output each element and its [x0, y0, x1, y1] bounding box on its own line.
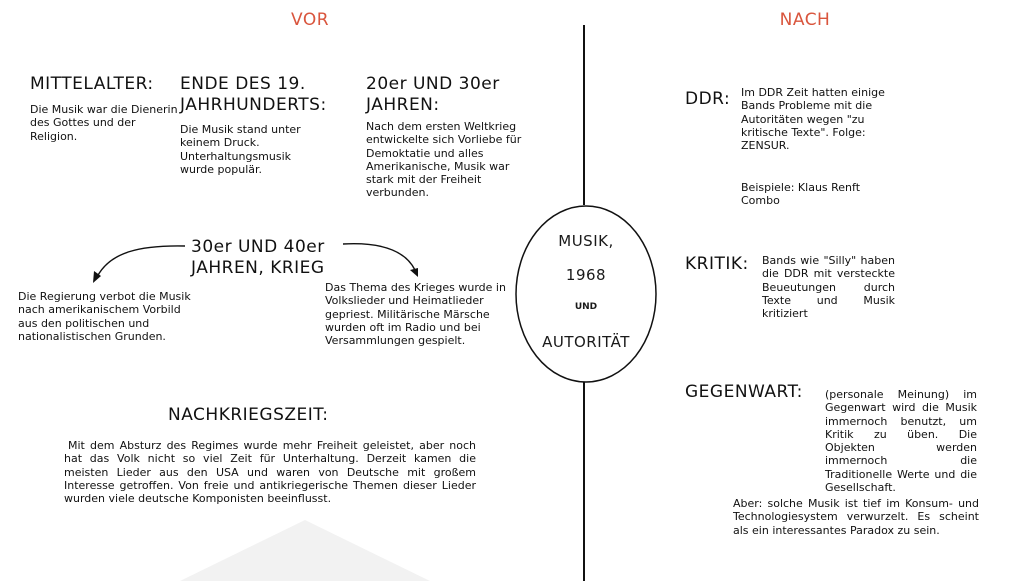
nachkrieg-text: Mit dem Absturz des Regimes wurde mehr Freiheit geleistet, aber noch hat das Volk nicht so viel Zeit für Unterhaltung. Derzeit kamen die meisten Lieder aus den USA und waren von Deutsche mit großem Interesse getroffen. Von freie und antikriegerische Themen dieser Lieder wurden viele deutsche Komponisten beeinflusst. — [64, 439, 476, 506]
zwanziger-heading: 20er UND 30er JAHREN: — [366, 74, 500, 115]
gegenwart-heading: GEGENWART: — [685, 382, 803, 402]
krieg-right-text: Das Thema des Krieges wurde in Volkslieder und Heimatlieder gepriest. Militärische Märsche wurden oft im Radio und bei Versammlungen gespielt. — [325, 281, 506, 348]
ende19-text: Die Musik stand unter keinem Druck. Unterhaltungsmusik wurde populär. — [180, 123, 301, 176]
ddr-example: Beispiele: Klaus Renft Combo — [741, 181, 861, 208]
gegenwart-text: (personale Meinung) im Gegenwart wird die Musik immernoch benutzt, um Kritik zu üben. Die Objekten werden immernoch die Traditionelle Werte und die Gesellschaft. — [825, 388, 977, 495]
center-line-3: UND — [574, 302, 598, 312]
kritik-heading: KRITIK: — [685, 254, 749, 274]
arrow-left — [97, 246, 185, 277]
nach-title: NACH — [779, 10, 831, 30]
vor-title: VOR — [290, 10, 330, 30]
ddr-heading: DDR: — [685, 89, 731, 109]
ende19-heading: ENDE DES 19. JAHRHUNDERTS: — [180, 74, 327, 115]
ddr-text: Im DDR Zeit hatten einige Bands Probleme mit die Autoritäten wegen "zu kritische Texte". Folge: ZENSUR. — [741, 86, 885, 153]
mittelalter-text: Die Musik war die Dienerin des Gottes und der Religion. — [30, 103, 178, 143]
nachkrieg-heading: NACHKRIEGSZEIT: — [168, 405, 329, 425]
center-line-4: AUTORITÄT — [542, 333, 630, 351]
center-line-1: MUSIK, — [558, 232, 614, 250]
arrow-right — [343, 244, 415, 270]
krieg-left-text: Die Regierung verbot die Musik nach amerikanischem Vorbild aus den politischen und nationalistischen Grunden. — [18, 290, 191, 343]
gegenwart-text-2: Aber: solche Musik ist tief im Konsum- und Technologiesystem verwurzelt. Es scheint als ein interessantes Paradox zu sein. — [733, 497, 979, 537]
zwanziger-text: Nach dem ersten Weltkrieg entwickelte sich Vorliebe für Demoktatie und alles Amerikanische, Musik war stark mit der Freiheit verbunden. — [366, 120, 522, 200]
krieg-heading: 30er UND 40er JAHREN, KRIEG — [191, 237, 325, 278]
mittelalter-heading: MITTELALTER: — [30, 74, 154, 94]
background-triangle — [180, 520, 430, 581]
center-line-2: 1968 — [565, 266, 607, 284]
arrow-right-head — [410, 268, 418, 277]
kritik-text: Bands wie "Silly" haben die DDR mit versteckte Beueutungen durch Texte und Musik kritiziert — [762, 254, 895, 321]
